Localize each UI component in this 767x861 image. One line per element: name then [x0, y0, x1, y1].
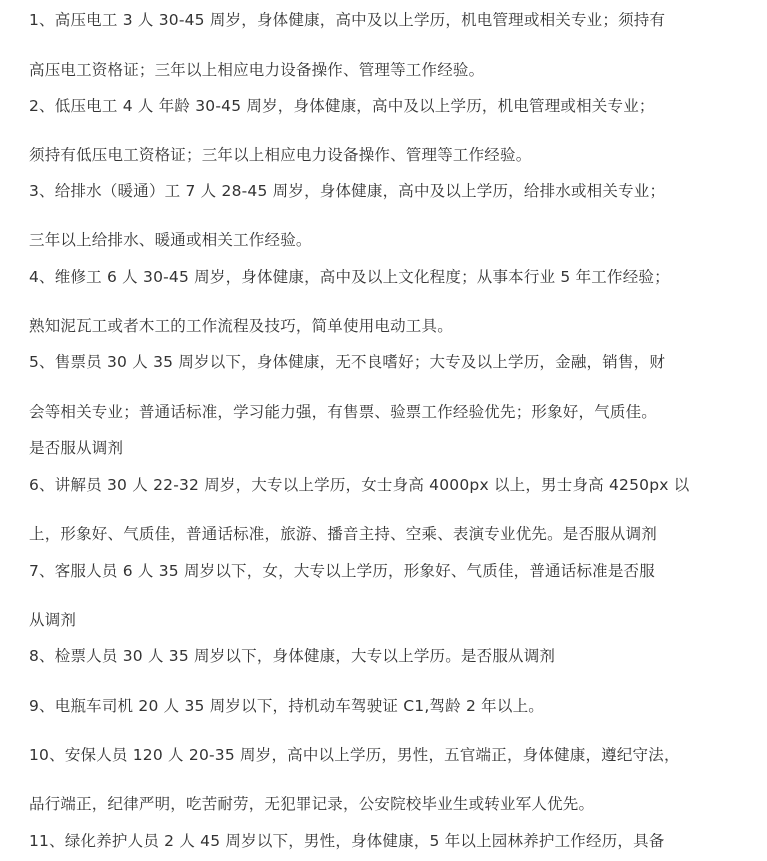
text-line: 上，形象好、气质佳，普通话标准，旅游、播音主持、空乘、表演专业优先。是否服从调剂 — [29, 525, 658, 543]
text-line: 熟知泥瓦工或者木工的工作流程及技巧，简单使用电动工具。 — [29, 317, 453, 335]
text-line: 8、检票人员 30 人 35 周岁以下，身体健康，大专以上学历。是否服从调剂 — [29, 647, 556, 665]
text-line: 3、给排水（暖通）工 7 人 28-45 周岁，身体健康，高中及以上学历，给排水或相关专业； — [29, 182, 666, 200]
text-line: 三年以上给排水、暖通或相关工作经验。 — [29, 231, 312, 249]
text-line: 2、低压电工 4 人 年龄 30-45 周岁，身体健康，高中及以上学历，机电管理或相关专业； — [29, 97, 655, 115]
text-line: 从调剂 — [29, 611, 77, 629]
text-line: 会等相关专业；普通话标准，学习能力强，有售票、验票工作经验优先；形象好，气质佳。 — [29, 403, 658, 421]
text-line: 品行端正，纪律严明，吃苦耐劳，无犯罪记录，公安院校毕业生或转业军人优先。 — [29, 795, 595, 813]
text-line: 5、售票员 30 人 35 周岁以下，身体健康，无不良嗜好；大专及以上学历，金融，销售，财 — [29, 353, 666, 371]
text-line: 须持有低压电工资格证；三年以上相应电力设备操作、管理等工作经验。 — [29, 146, 532, 164]
text-line: 10、安保人员 120 人 20-35 周岁，高中以上学历，男性，五官端正，身体健康，遵纪守法， — [29, 746, 680, 764]
text-line: 11、绿化养护人员 2 人 45 周岁以下，男性，身体健康，5 年以上园林养护工作经历，具备 — [29, 832, 665, 850]
text-line: 4、维修工 6 人 30-45 周岁，身体健康，高中及以上文化程度；从事本行业 5 年工作经验； — [29, 268, 670, 286]
text-line: 是否服从调剂 — [29, 439, 124, 457]
text-line: 7、客服人员 6 人 35 周岁以下，女，大专以上学历，形象好、气质佳，普通话标准是否服 — [29, 562, 655, 580]
text-line: 9、电瓶车司机 20 人 35 周岁以下，持机动车驾驶证 C1,驾龄 2 年以上。 — [29, 697, 544, 715]
text-line: 6、讲解员 30 人 22-32 周岁，大专以上学历，女士身高 4000px 以上，男士身高 4250px 以 — [29, 476, 690, 494]
text-line: 高压电工资格证；三年以上相应电力设备操作、管理等工作经验。 — [29, 61, 485, 79]
text-line: 1、高压电工 3 人 30-45 周岁，身体健康，高中及以上学历，机电管理或相关专业；须持有 — [29, 11, 666, 29]
